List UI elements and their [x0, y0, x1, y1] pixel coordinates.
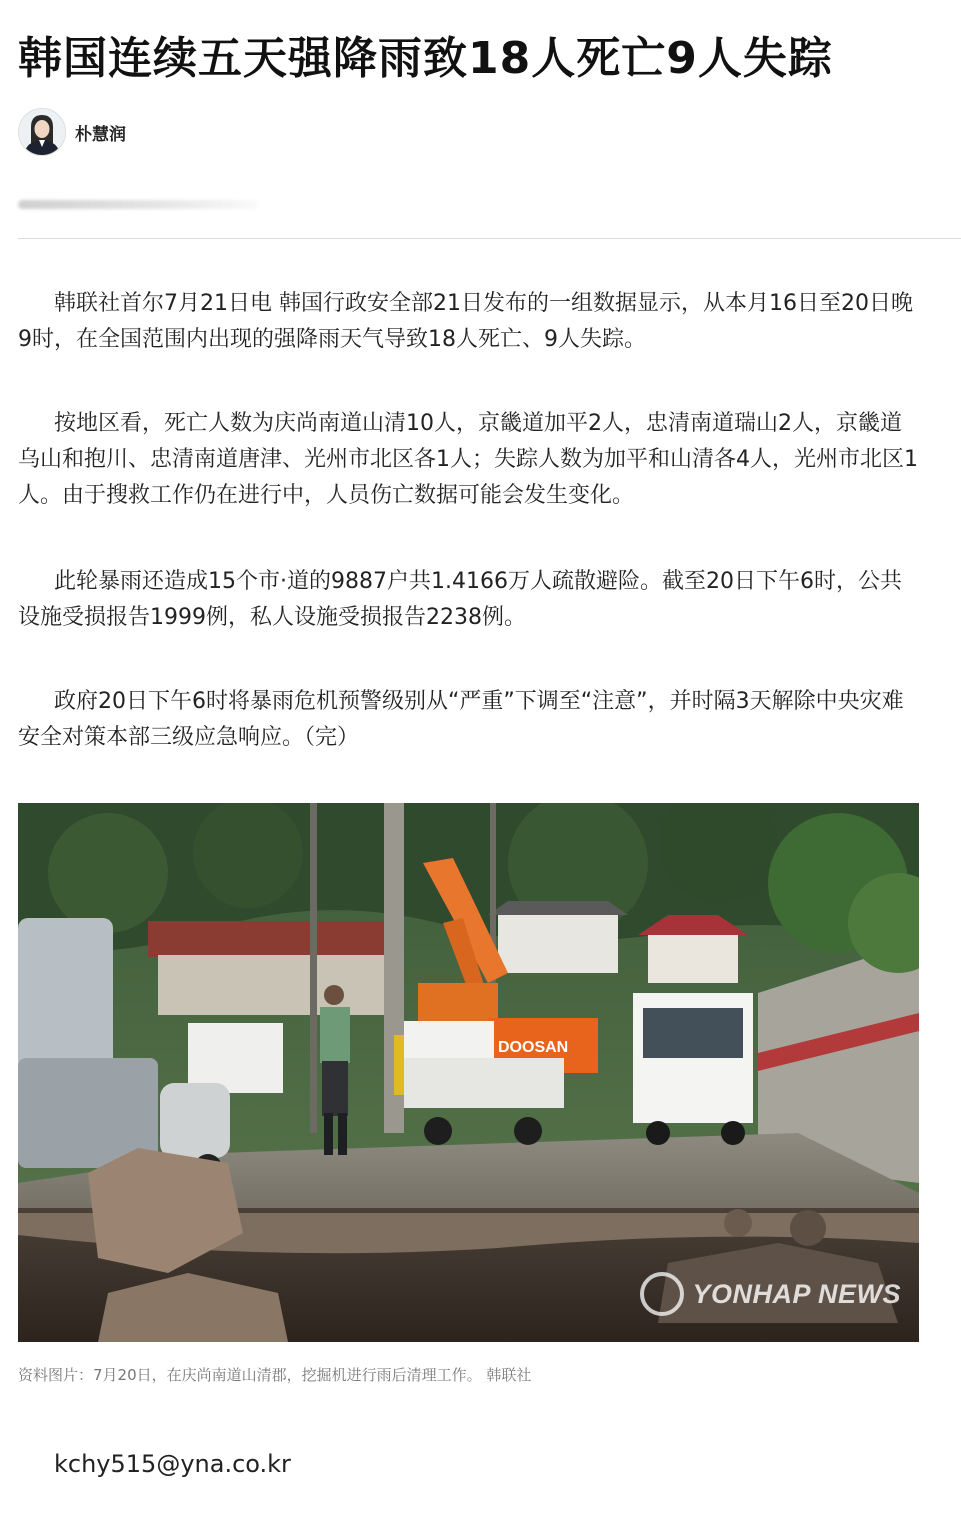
yonhap-logo-icon: [640, 1272, 684, 1316]
paragraph-4: 政府20日下午6时将暴雨危机预警级别从“严重”下调至“注意”，并时隔3天解除中央灾难安全对策本部三级应急响应。（完）: [18, 689, 904, 750]
photo-caption: 资料图片：7月20日，在庆尚南道山清郡，挖掘机进行雨后清理工作。 韩联社: [18, 1366, 532, 1384]
paragraph-3: 此轮暴雨还造成15个市·道的9887户共1.4166万人疏散避险。截至20日下午6时，公共设施受损报告1999例，私人设施受损报告2238例。: [18, 569, 902, 630]
photo-watermark: [640, 1272, 901, 1316]
author-name[interactable]: 朴慧润: [75, 124, 126, 145]
paragraph-1: 韩联社首尔7月21日电 韩国行政安全部21日发布的一组数据显示，从本月16日至20日晚9时，在全国范围内出现的强降雨天气导致18人死亡、9人失踪。: [18, 291, 913, 352]
article-photo: [18, 803, 919, 1342]
blurred-meta-line: [18, 200, 258, 209]
excavator-brand-text: DOOSAN: [498, 1039, 569, 1056]
paragraph-2: 按地区看，死亡人数为庆尚南道山清10人，京畿道加平2人，忠清南道瑞山2人，京畿道乌山和抱川、忠清南道唐津、光州市北区各1人；失踪人数为加平和山清各4人，光州市北区1人。由于搜救工作仍在进行中，人员伤亡数据可能会发生变化。: [18, 411, 918, 508]
author-block[interactable]: [18, 108, 126, 156]
photo-scene: [18, 803, 919, 1342]
article-title: 韩国连续五天强降雨致18人死亡9人失踪: [18, 33, 833, 84]
watermark-text: YONHAP NEWS: [692, 1278, 901, 1309]
divider: [18, 238, 961, 239]
author-avatar[interactable]: [18, 108, 66, 156]
author-email[interactable]: kchy515@yna.co.kr: [54, 1450, 291, 1478]
